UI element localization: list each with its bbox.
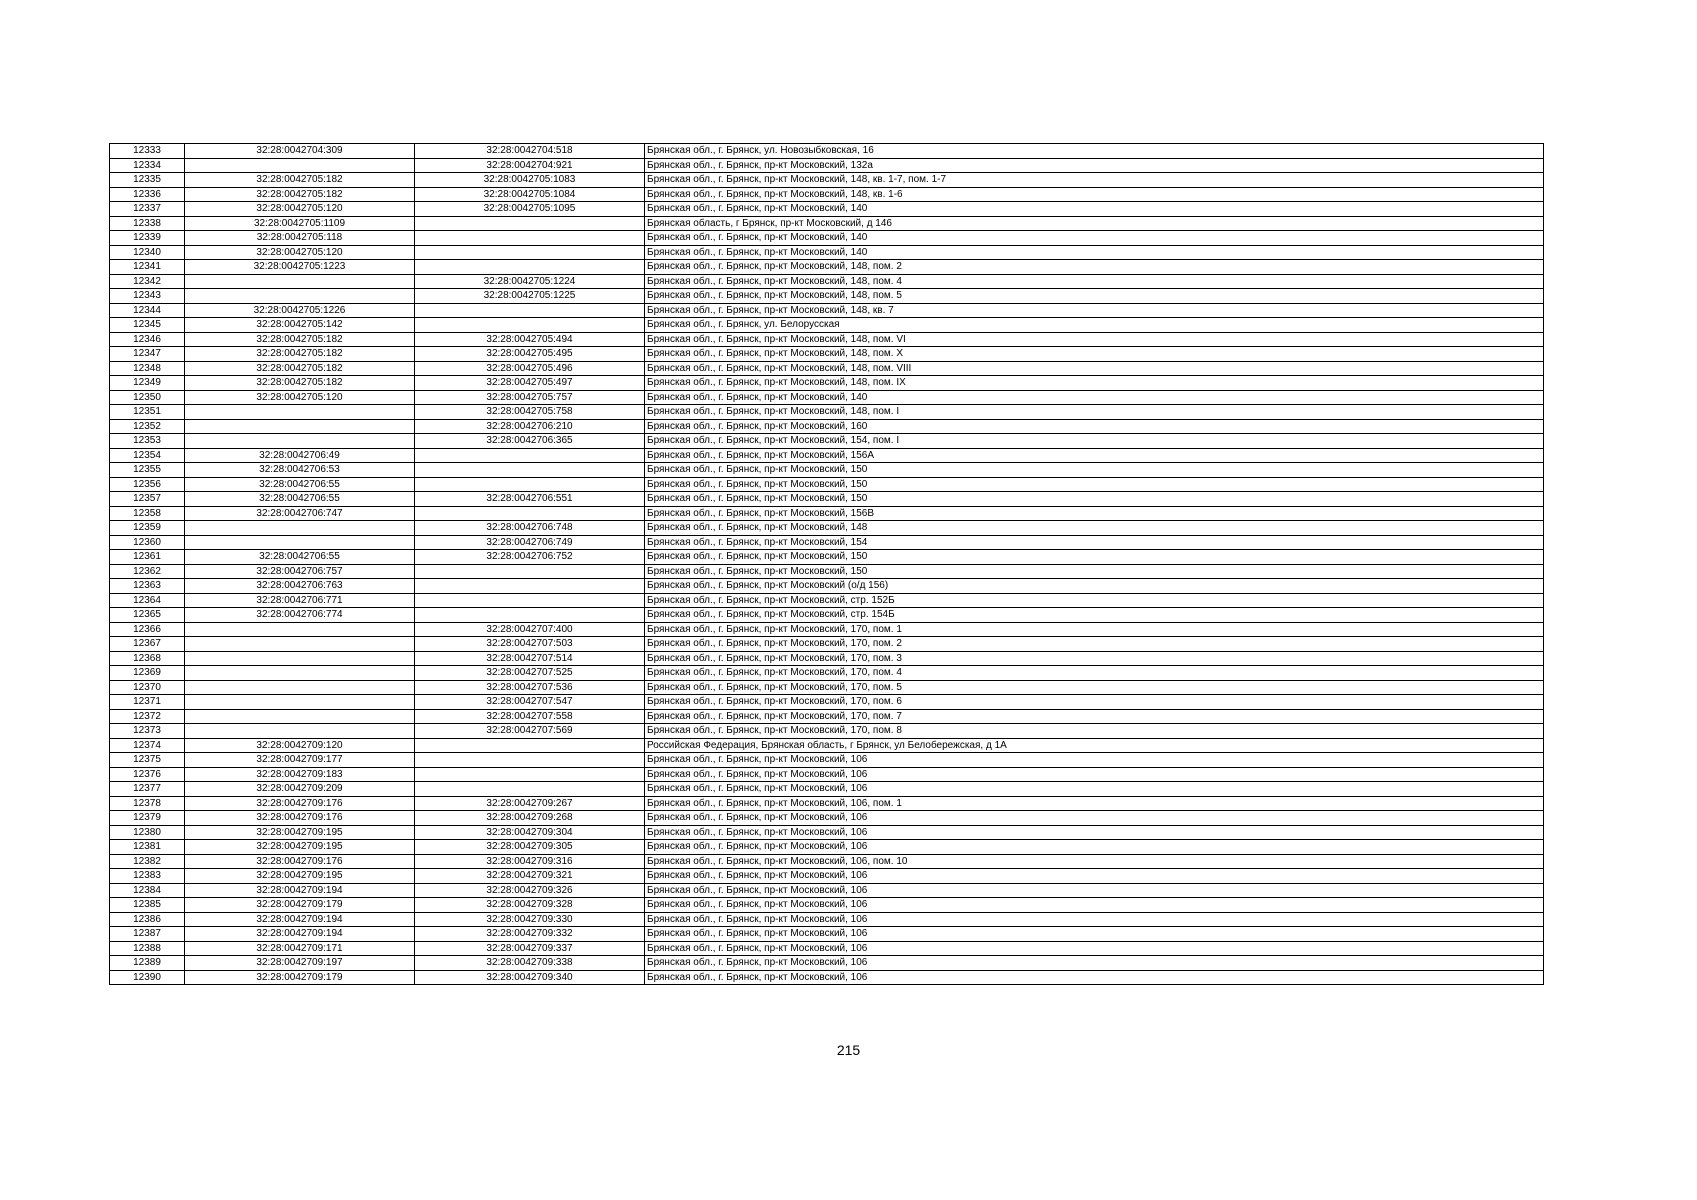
parcel-cadastral-number-cell: 32:28:0042706:53 (185, 463, 415, 478)
object-cadastral-number-cell (415, 448, 645, 463)
object-cadastral-number-cell: 32:28:0042705:497 (415, 376, 645, 391)
parcel-cadastral-number-cell: 32:28:0042706:763 (185, 579, 415, 594)
row-number-cell: 12381 (110, 840, 185, 855)
parcel-cadastral-number-cell: 32:28:0042709:179 (185, 970, 415, 985)
table-row (110, 289, 1544, 304)
address-cell: Брянская обл., г. Брянск, пр-кт Московский, 150 (645, 492, 1544, 507)
parcel-cadastral-number-cell: 32:28:0042705:182 (185, 173, 415, 188)
row-number-cell: 12360 (110, 535, 185, 550)
object-cadastral-number-cell (415, 782, 645, 797)
address-cell: Брянская обл., г. Брянск, пр-кт Московский (о/д 156) (645, 579, 1544, 594)
object-cadastral-number-cell: 32:28:0042709:305 (415, 840, 645, 855)
address-cell: Брянская обл., г. Брянск, пр-кт Московский, 148, пом. IX (645, 376, 1544, 391)
parcel-cadastral-number-cell (185, 521, 415, 536)
address-cell: Брянская обл., г. Брянск, пр-кт Московский, 106 (645, 970, 1544, 985)
address-cell: Брянская обл., г. Брянск, пр-кт Московский, 106 (645, 767, 1544, 782)
parcel-cadastral-number-cell: 32:28:0042705:182 (185, 187, 415, 202)
object-cadastral-number-cell (415, 245, 645, 260)
table-row (110, 216, 1544, 231)
object-cadastral-number-cell: 32:28:0042706:749 (415, 535, 645, 550)
row-number-cell: 12346 (110, 332, 185, 347)
address-cell: Брянская обл., г. Брянск, пр-кт Московский, 106 (645, 912, 1544, 927)
parcel-cadastral-number-cell: 32:28:0042709:183 (185, 767, 415, 782)
address-cell: Брянская обл., г. Брянск, пр-кт Московский, 106 (645, 927, 1544, 942)
row-number-cell: 12336 (110, 187, 185, 202)
address-cell: Брянская обл., г. Брянск, пр-кт Московский, 106 (645, 753, 1544, 768)
row-number-cell: 12388 (110, 941, 185, 956)
object-cadastral-number-cell: 32:28:0042705:757 (415, 390, 645, 405)
table-row (110, 912, 1544, 927)
row-number-cell: 12343 (110, 289, 185, 304)
table-row (110, 956, 1544, 971)
row-number-cell: 12339 (110, 231, 185, 246)
address-cell: Брянская обл., г. Брянск, пр-кт Московский, 170, пом. 1 (645, 622, 1544, 637)
object-cadastral-number-cell: 32:28:0042709:268 (415, 811, 645, 826)
object-cadastral-number-cell: 32:28:0042705:1224 (415, 274, 645, 289)
address-cell: Брянская обл., г. Брянск, пр-кт Московский, 106 (645, 825, 1544, 840)
parcel-cadastral-number-cell: 32:28:0042705:1226 (185, 303, 415, 318)
address-cell: Брянская обл., г. Брянск, ул. Белорусская (645, 318, 1544, 333)
parcel-cadastral-number-cell: 32:28:0042709:194 (185, 927, 415, 942)
parcel-cadastral-number-cell (185, 158, 415, 173)
row-number-cell: 12341 (110, 260, 185, 275)
object-cadastral-number-cell: 32:28:0042705:1083 (415, 173, 645, 188)
row-number-cell: 12364 (110, 593, 185, 608)
row-number-cell: 12355 (110, 463, 185, 478)
object-cadastral-number-cell (415, 463, 645, 478)
row-number-cell: 12363 (110, 579, 185, 594)
row-number-cell: 12389 (110, 956, 185, 971)
object-cadastral-number-cell: 32:28:0042709:326 (415, 883, 645, 898)
parcel-cadastral-number-cell: 32:28:0042709:195 (185, 840, 415, 855)
object-cadastral-number-cell: 32:28:0042705:494 (415, 332, 645, 347)
address-cell: Брянская обл., г. Брянск, пр-кт Московский, 170, пом. 5 (645, 680, 1544, 695)
parcel-cadastral-number-cell (185, 405, 415, 420)
registry-table (109, 143, 1544, 985)
parcel-cadastral-number-cell: 32:28:0042705:120 (185, 390, 415, 405)
parcel-cadastral-number-cell (185, 695, 415, 710)
row-number-cell: 12374 (110, 738, 185, 753)
parcel-cadastral-number-cell: 32:28:0042706:49 (185, 448, 415, 463)
row-number-cell: 12385 (110, 898, 185, 913)
table-row (110, 709, 1544, 724)
parcel-cadastral-number-cell: 32:28:0042709:179 (185, 898, 415, 913)
parcel-cadastral-number-cell: 32:28:0042705:142 (185, 318, 415, 333)
object-cadastral-number-cell (415, 506, 645, 521)
object-cadastral-number-cell (415, 593, 645, 608)
table-row (110, 318, 1544, 333)
row-number-cell: 12354 (110, 448, 185, 463)
object-cadastral-number-cell (415, 477, 645, 492)
table-row (110, 738, 1544, 753)
address-cell: Брянская обл., г. Брянск, пр-кт Московский, 148, кв. 1-7, пом. 1-7 (645, 173, 1544, 188)
object-cadastral-number-cell: 32:28:0042709:338 (415, 956, 645, 971)
table-row (110, 506, 1544, 521)
parcel-cadastral-number-cell: 32:28:0042709:209 (185, 782, 415, 797)
row-number-cell: 12366 (110, 622, 185, 637)
object-cadastral-number-cell: 32:28:0042707:503 (415, 637, 645, 652)
table-row (110, 187, 1544, 202)
row-number-cell: 12375 (110, 753, 185, 768)
row-number-cell: 12390 (110, 970, 185, 985)
address-cell: Брянская обл., г. Брянск, пр-кт Московский, 106 (645, 840, 1544, 855)
parcel-cadastral-number-cell (185, 666, 415, 681)
row-number-cell: 12378 (110, 796, 185, 811)
object-cadastral-number-cell (415, 767, 645, 782)
table-row (110, 521, 1544, 536)
table-row (110, 390, 1544, 405)
object-cadastral-number-cell: 32:28:0042706:748 (415, 521, 645, 536)
address-cell: Брянская обл., г. Брянск, пр-кт Московский, 148, кв. 1-6 (645, 187, 1544, 202)
row-number-cell: 12376 (110, 767, 185, 782)
address-cell: Брянская обл., г. Брянск, ул. Новозыбковская, 16 (645, 144, 1544, 159)
address-cell: Брянская обл., г. Брянск, пр-кт Московский, 150 (645, 463, 1544, 478)
table-row (110, 811, 1544, 826)
table-row (110, 564, 1544, 579)
table-row (110, 796, 1544, 811)
object-cadastral-number-cell: 32:28:0042707:525 (415, 666, 645, 681)
table-row (110, 854, 1544, 869)
object-cadastral-number-cell: 32:28:0042707:514 (415, 651, 645, 666)
table-row (110, 579, 1544, 594)
table-row (110, 637, 1544, 652)
row-number-cell: 12383 (110, 869, 185, 884)
object-cadastral-number-cell: 32:28:0042705:1084 (415, 187, 645, 202)
object-cadastral-number-cell (415, 216, 645, 231)
object-cadastral-number-cell: 32:28:0042705:1225 (415, 289, 645, 304)
address-cell: Брянская обл., г. Брянск, пр-кт Московский, 148, пом. X (645, 347, 1544, 362)
parcel-cadastral-number-cell: 32:28:0042709:176 (185, 796, 415, 811)
address-cell: Брянская обл., г. Брянск, пр-кт Московский, 170, пом. 3 (645, 651, 1544, 666)
parcel-cadastral-number-cell: 32:28:0042705:182 (185, 361, 415, 376)
parcel-cadastral-number-cell: 32:28:0042706:747 (185, 506, 415, 521)
table-row (110, 840, 1544, 855)
row-number-cell: 12344 (110, 303, 185, 318)
address-cell: Брянская обл., г. Брянск, пр-кт Московский, 106 (645, 869, 1544, 884)
row-number-cell: 12362 (110, 564, 185, 579)
address-cell: Брянская обл., г. Брянск, пр-кт Московский, 148 (645, 521, 1544, 536)
row-number-cell: 12334 (110, 158, 185, 173)
row-number-cell: 12349 (110, 376, 185, 391)
table-row (110, 825, 1544, 840)
object-cadastral-number-cell: 32:28:0042707:558 (415, 709, 645, 724)
parcel-cadastral-number-cell: 32:28:0042706:774 (185, 608, 415, 623)
row-number-cell: 12380 (110, 825, 185, 840)
row-number-cell: 12345 (110, 318, 185, 333)
table-row (110, 245, 1544, 260)
row-number-cell: 12379 (110, 811, 185, 826)
row-number-cell: 12340 (110, 245, 185, 260)
table-row (110, 593, 1544, 608)
address-cell: Брянская обл., г. Брянск, пр-кт Московский, стр. 152Б (645, 593, 1544, 608)
parcel-cadastral-number-cell: 32:28:0042704:309 (185, 144, 415, 159)
parcel-cadastral-number-cell (185, 419, 415, 434)
table-row (110, 724, 1544, 739)
address-cell: Брянская обл., г. Брянск, пр-кт Московский, 106 (645, 898, 1544, 913)
object-cadastral-number-cell: 32:28:0042709:316 (415, 854, 645, 869)
parcel-cadastral-number-cell: 32:28:0042705:120 (185, 202, 415, 217)
address-cell: Брянская обл., г. Брянск, пр-кт Московский, 106 (645, 956, 1544, 971)
table-row (110, 680, 1544, 695)
address-cell: Брянская обл., г. Брянск, пр-кт Московский, 160 (645, 419, 1544, 434)
table-row (110, 173, 1544, 188)
address-cell: Брянская обл., г. Брянск, пр-кт Московский, 106, пом. 1 (645, 796, 1544, 811)
parcel-cadastral-number-cell: 32:28:0042706:55 (185, 492, 415, 507)
page-number: 215 (836, 1042, 861, 1058)
row-number-cell: 12369 (110, 666, 185, 681)
parcel-cadastral-number-cell: 32:28:0042709:194 (185, 912, 415, 927)
object-cadastral-number-cell: 32:28:0042706:752 (415, 550, 645, 565)
table-row (110, 303, 1544, 318)
table-row (110, 869, 1544, 884)
table-row (110, 927, 1544, 942)
address-cell: Брянская обл., г. Брянск, пр-кт Московский, 150 (645, 477, 1544, 492)
row-number-cell: 12350 (110, 390, 185, 405)
address-cell: Брянская обл., г. Брянск, пр-кт Московский, 148, пом. 5 (645, 289, 1544, 304)
object-cadastral-number-cell: 32:28:0042707:400 (415, 622, 645, 637)
address-cell: Брянская обл., г. Брянск, пр-кт Московский, 170, пом. 6 (645, 695, 1544, 710)
object-cadastral-number-cell: 32:28:0042706:551 (415, 492, 645, 507)
table-row (110, 883, 1544, 898)
address-cell: Брянская обл., г. Брянск, пр-кт Московский, 140 (645, 390, 1544, 405)
parcel-cadastral-number-cell (185, 274, 415, 289)
row-number-cell: 12335 (110, 173, 185, 188)
parcel-cadastral-number-cell: 32:28:0042705:120 (185, 245, 415, 260)
object-cadastral-number-cell: 32:28:0042707:547 (415, 695, 645, 710)
row-number-cell: 12371 (110, 695, 185, 710)
row-number-cell: 12386 (110, 912, 185, 927)
object-cadastral-number-cell: 32:28:0042705:1095 (415, 202, 645, 217)
table-row (110, 753, 1544, 768)
address-cell: Брянская обл., г. Брянск, пр-кт Московский, 150 (645, 550, 1544, 565)
parcel-cadastral-number-cell: 32:28:0042706:55 (185, 477, 415, 492)
table-row (110, 419, 1544, 434)
parcel-cadastral-number-cell: 32:28:0042709:176 (185, 854, 415, 869)
object-cadastral-number-cell (415, 608, 645, 623)
parcel-cadastral-number-cell: 32:28:0042706:757 (185, 564, 415, 579)
row-number-cell: 12351 (110, 405, 185, 420)
row-number-cell: 12368 (110, 651, 185, 666)
row-number-cell: 12353 (110, 434, 185, 449)
address-cell: Брянская обл., г. Брянск, пр-кт Московский, 106 (645, 811, 1544, 826)
object-cadastral-number-cell (415, 260, 645, 275)
parcel-cadastral-number-cell: 32:28:0042709:194 (185, 883, 415, 898)
parcel-cadastral-number-cell: 32:28:0042709:195 (185, 825, 415, 840)
row-number-cell: 12348 (110, 361, 185, 376)
table-row (110, 695, 1544, 710)
table-row (110, 434, 1544, 449)
table-row (110, 405, 1544, 420)
table-row (110, 332, 1544, 347)
address-cell: Брянская обл., г. Брянск, пр-кт Московский, 170, пом. 7 (645, 709, 1544, 724)
table-row (110, 202, 1544, 217)
row-number-cell: 12365 (110, 608, 185, 623)
parcel-cadastral-number-cell (185, 535, 415, 550)
table-row (110, 608, 1544, 623)
address-cell: Брянская обл., г. Брянск, пр-кт Московский, 148, пом. VI (645, 332, 1544, 347)
parcel-cadastral-number-cell (185, 724, 415, 739)
address-cell: Брянская обл., г. Брянск, пр-кт Московский, 106, пом. 10 (645, 854, 1544, 869)
table-row (110, 898, 1544, 913)
parcel-cadastral-number-cell: 32:28:0042705:182 (185, 347, 415, 362)
object-cadastral-number-cell (415, 303, 645, 318)
address-cell: Брянская обл., г. Брянск, пр-кт Московский, 148, пом. I (645, 405, 1544, 420)
object-cadastral-number-cell: 32:28:0042706:365 (415, 434, 645, 449)
object-cadastral-number-cell (415, 231, 645, 246)
address-cell: Брянская обл., г. Брянск, пр-кт Московский, 170, пом. 8 (645, 724, 1544, 739)
object-cadastral-number-cell: 32:28:0042705:758 (415, 405, 645, 420)
row-number-cell: 12347 (110, 347, 185, 362)
table-row (110, 158, 1544, 173)
table-row (110, 376, 1544, 391)
row-number-cell: 12387 (110, 927, 185, 942)
row-number-cell: 12361 (110, 550, 185, 565)
parcel-cadastral-number-cell: 32:28:0042705:1109 (185, 216, 415, 231)
object-cadastral-number-cell: 32:28:0042707:536 (415, 680, 645, 695)
table-row (110, 347, 1544, 362)
address-cell: Брянская обл., г. Брянск, пр-кт Московский, 170, пом. 4 (645, 666, 1544, 681)
row-number-cell: 12382 (110, 854, 185, 869)
row-number-cell: 12373 (110, 724, 185, 739)
table-row (110, 622, 1544, 637)
address-cell: Брянская обл., г. Брянск, пр-кт Московский, 148, пом. VIII (645, 361, 1544, 376)
row-number-cell: 12377 (110, 782, 185, 797)
object-cadastral-number-cell (415, 738, 645, 753)
parcel-cadastral-number-cell (185, 434, 415, 449)
address-cell: Брянская обл., г. Брянск, пр-кт Московский, 106 (645, 941, 1544, 956)
table-row (110, 666, 1544, 681)
parcel-cadastral-number-cell: 32:28:0042705:182 (185, 332, 415, 347)
table-row (110, 448, 1544, 463)
parcel-cadastral-number-cell: 32:28:0042709:176 (185, 811, 415, 826)
address-cell: Брянская обл., г. Брянск, пр-кт Московский, 148, пом. 2 (645, 260, 1544, 275)
table-row (110, 492, 1544, 507)
address-cell: Брянская обл., г. Брянск, пр-кт Московский, 150 (645, 564, 1544, 579)
parcel-cadastral-number-cell: 32:28:0042705:1223 (185, 260, 415, 275)
object-cadastral-number-cell: 32:28:0042709:328 (415, 898, 645, 913)
table-row (110, 260, 1544, 275)
table-row (110, 550, 1544, 565)
object-cadastral-number-cell: 32:28:0042705:495 (415, 347, 645, 362)
parcel-cadastral-number-cell (185, 709, 415, 724)
parcel-cadastral-number-cell: 32:28:0042706:771 (185, 593, 415, 608)
parcel-cadastral-number-cell (185, 289, 415, 304)
table-row (110, 970, 1544, 985)
parcel-cadastral-number-cell: 32:28:0042709:171 (185, 941, 415, 956)
object-cadastral-number-cell: 32:28:0042709:267 (415, 796, 645, 811)
row-number-cell: 12333 (110, 144, 185, 159)
parcel-cadastral-number-cell: 32:28:0042705:118 (185, 231, 415, 246)
address-cell: Брянская обл., г. Брянск, пр-кт Московский, 154, пом. I (645, 434, 1544, 449)
parcel-cadastral-number-cell (185, 622, 415, 637)
object-cadastral-number-cell (415, 579, 645, 594)
address-cell: Брянская обл., г. Брянск, пр-кт Московский, 156В (645, 506, 1544, 521)
parcel-cadastral-number-cell (185, 651, 415, 666)
address-cell: Брянская обл., г. Брянск, пр-кт Московский, 140 (645, 245, 1544, 260)
row-number-cell: 12338 (110, 216, 185, 231)
table-row (110, 361, 1544, 376)
parcel-cadastral-number-cell (185, 637, 415, 652)
object-cadastral-number-cell: 32:28:0042709:330 (415, 912, 645, 927)
object-cadastral-number-cell: 32:28:0042709:340 (415, 970, 645, 985)
address-cell: Брянская обл., г. Брянск, пр-кт Московский, 156А (645, 448, 1544, 463)
table-row (110, 274, 1544, 289)
object-cadastral-number-cell: 32:28:0042709:321 (415, 869, 645, 884)
object-cadastral-number-cell: 32:28:0042709:337 (415, 941, 645, 956)
table-row (110, 782, 1544, 797)
address-cell: Брянская обл., г. Брянск, пр-кт Московский, 148, пом. 4 (645, 274, 1544, 289)
row-number-cell: 12356 (110, 477, 185, 492)
row-number-cell: 12370 (110, 680, 185, 695)
address-cell: Брянская обл., г. Брянск, пр-кт Московский, 154 (645, 535, 1544, 550)
table-row (110, 477, 1544, 492)
row-number-cell: 12358 (110, 506, 185, 521)
object-cadastral-number-cell (415, 318, 645, 333)
object-cadastral-number-cell: 32:28:0042705:496 (415, 361, 645, 376)
address-cell: Брянская обл., г. Брянск, пр-кт Московский, 140 (645, 231, 1544, 246)
address-cell: Брянская обл., г. Брянск, пр-кт Московский, 106 (645, 782, 1544, 797)
address-cell: Брянская обл., г. Брянск, пр-кт Московский, 170, пом. 2 (645, 637, 1544, 652)
row-number-cell: 12367 (110, 637, 185, 652)
row-number-cell: 12359 (110, 521, 185, 536)
row-number-cell: 12342 (110, 274, 185, 289)
table-row (110, 767, 1544, 782)
object-cadastral-number-cell: 32:28:0042704:921 (415, 158, 645, 173)
address-cell: Брянская обл., г. Брянск, пр-кт Московский, 148, кв. 7 (645, 303, 1544, 318)
parcel-cadastral-number-cell: 32:28:0042709:195 (185, 869, 415, 884)
object-cadastral-number-cell: 32:28:0042709:304 (415, 825, 645, 840)
table-row (110, 941, 1544, 956)
row-number-cell: 12372 (110, 709, 185, 724)
address-cell: Брянская обл., г. Брянск, пр-кт Московский, 132а (645, 158, 1544, 173)
object-cadastral-number-cell: 32:28:0042704:518 (415, 144, 645, 159)
table-row (110, 144, 1544, 159)
object-cadastral-number-cell: 32:28:0042707:569 (415, 724, 645, 739)
row-number-cell: 12337 (110, 202, 185, 217)
parcel-cadastral-number-cell (185, 680, 415, 695)
address-cell: Брянская обл., г. Брянск, пр-кт Московский, 140 (645, 202, 1544, 217)
address-cell: Брянская обл., г. Брянск, пр-кт Московский, 106 (645, 883, 1544, 898)
parcel-cadastral-number-cell: 32:28:0042709:177 (185, 753, 415, 768)
address-cell: Брянская область, г Брянск, пр-кт Московский, д 146 (645, 216, 1544, 231)
registry-table-body (110, 144, 1544, 985)
table-row (110, 535, 1544, 550)
row-number-cell: 12384 (110, 883, 185, 898)
row-number-cell: 12352 (110, 419, 185, 434)
object-cadastral-number-cell (415, 564, 645, 579)
address-cell: Брянская обл., г. Брянск, пр-кт Московский, стр. 154Б (645, 608, 1544, 623)
address-cell: Российская Федерация, Брянская область, г Брянск, ул Белобережская, д 1А (645, 738, 1544, 753)
object-cadastral-number-cell: 32:28:0042709:332 (415, 927, 645, 942)
table-row (110, 651, 1544, 666)
object-cadastral-number-cell (415, 753, 645, 768)
parcel-cadastral-number-cell: 32:28:0042706:55 (185, 550, 415, 565)
table-row (110, 231, 1544, 246)
parcel-cadastral-number-cell: 32:28:0042705:182 (185, 376, 415, 391)
table-row (110, 463, 1544, 478)
parcel-cadastral-number-cell: 32:28:0042709:197 (185, 956, 415, 971)
row-number-cell: 12357 (110, 492, 185, 507)
object-cadastral-number-cell: 32:28:0042706:210 (415, 419, 645, 434)
parcel-cadastral-number-cell: 32:28:0042709:120 (185, 738, 415, 753)
